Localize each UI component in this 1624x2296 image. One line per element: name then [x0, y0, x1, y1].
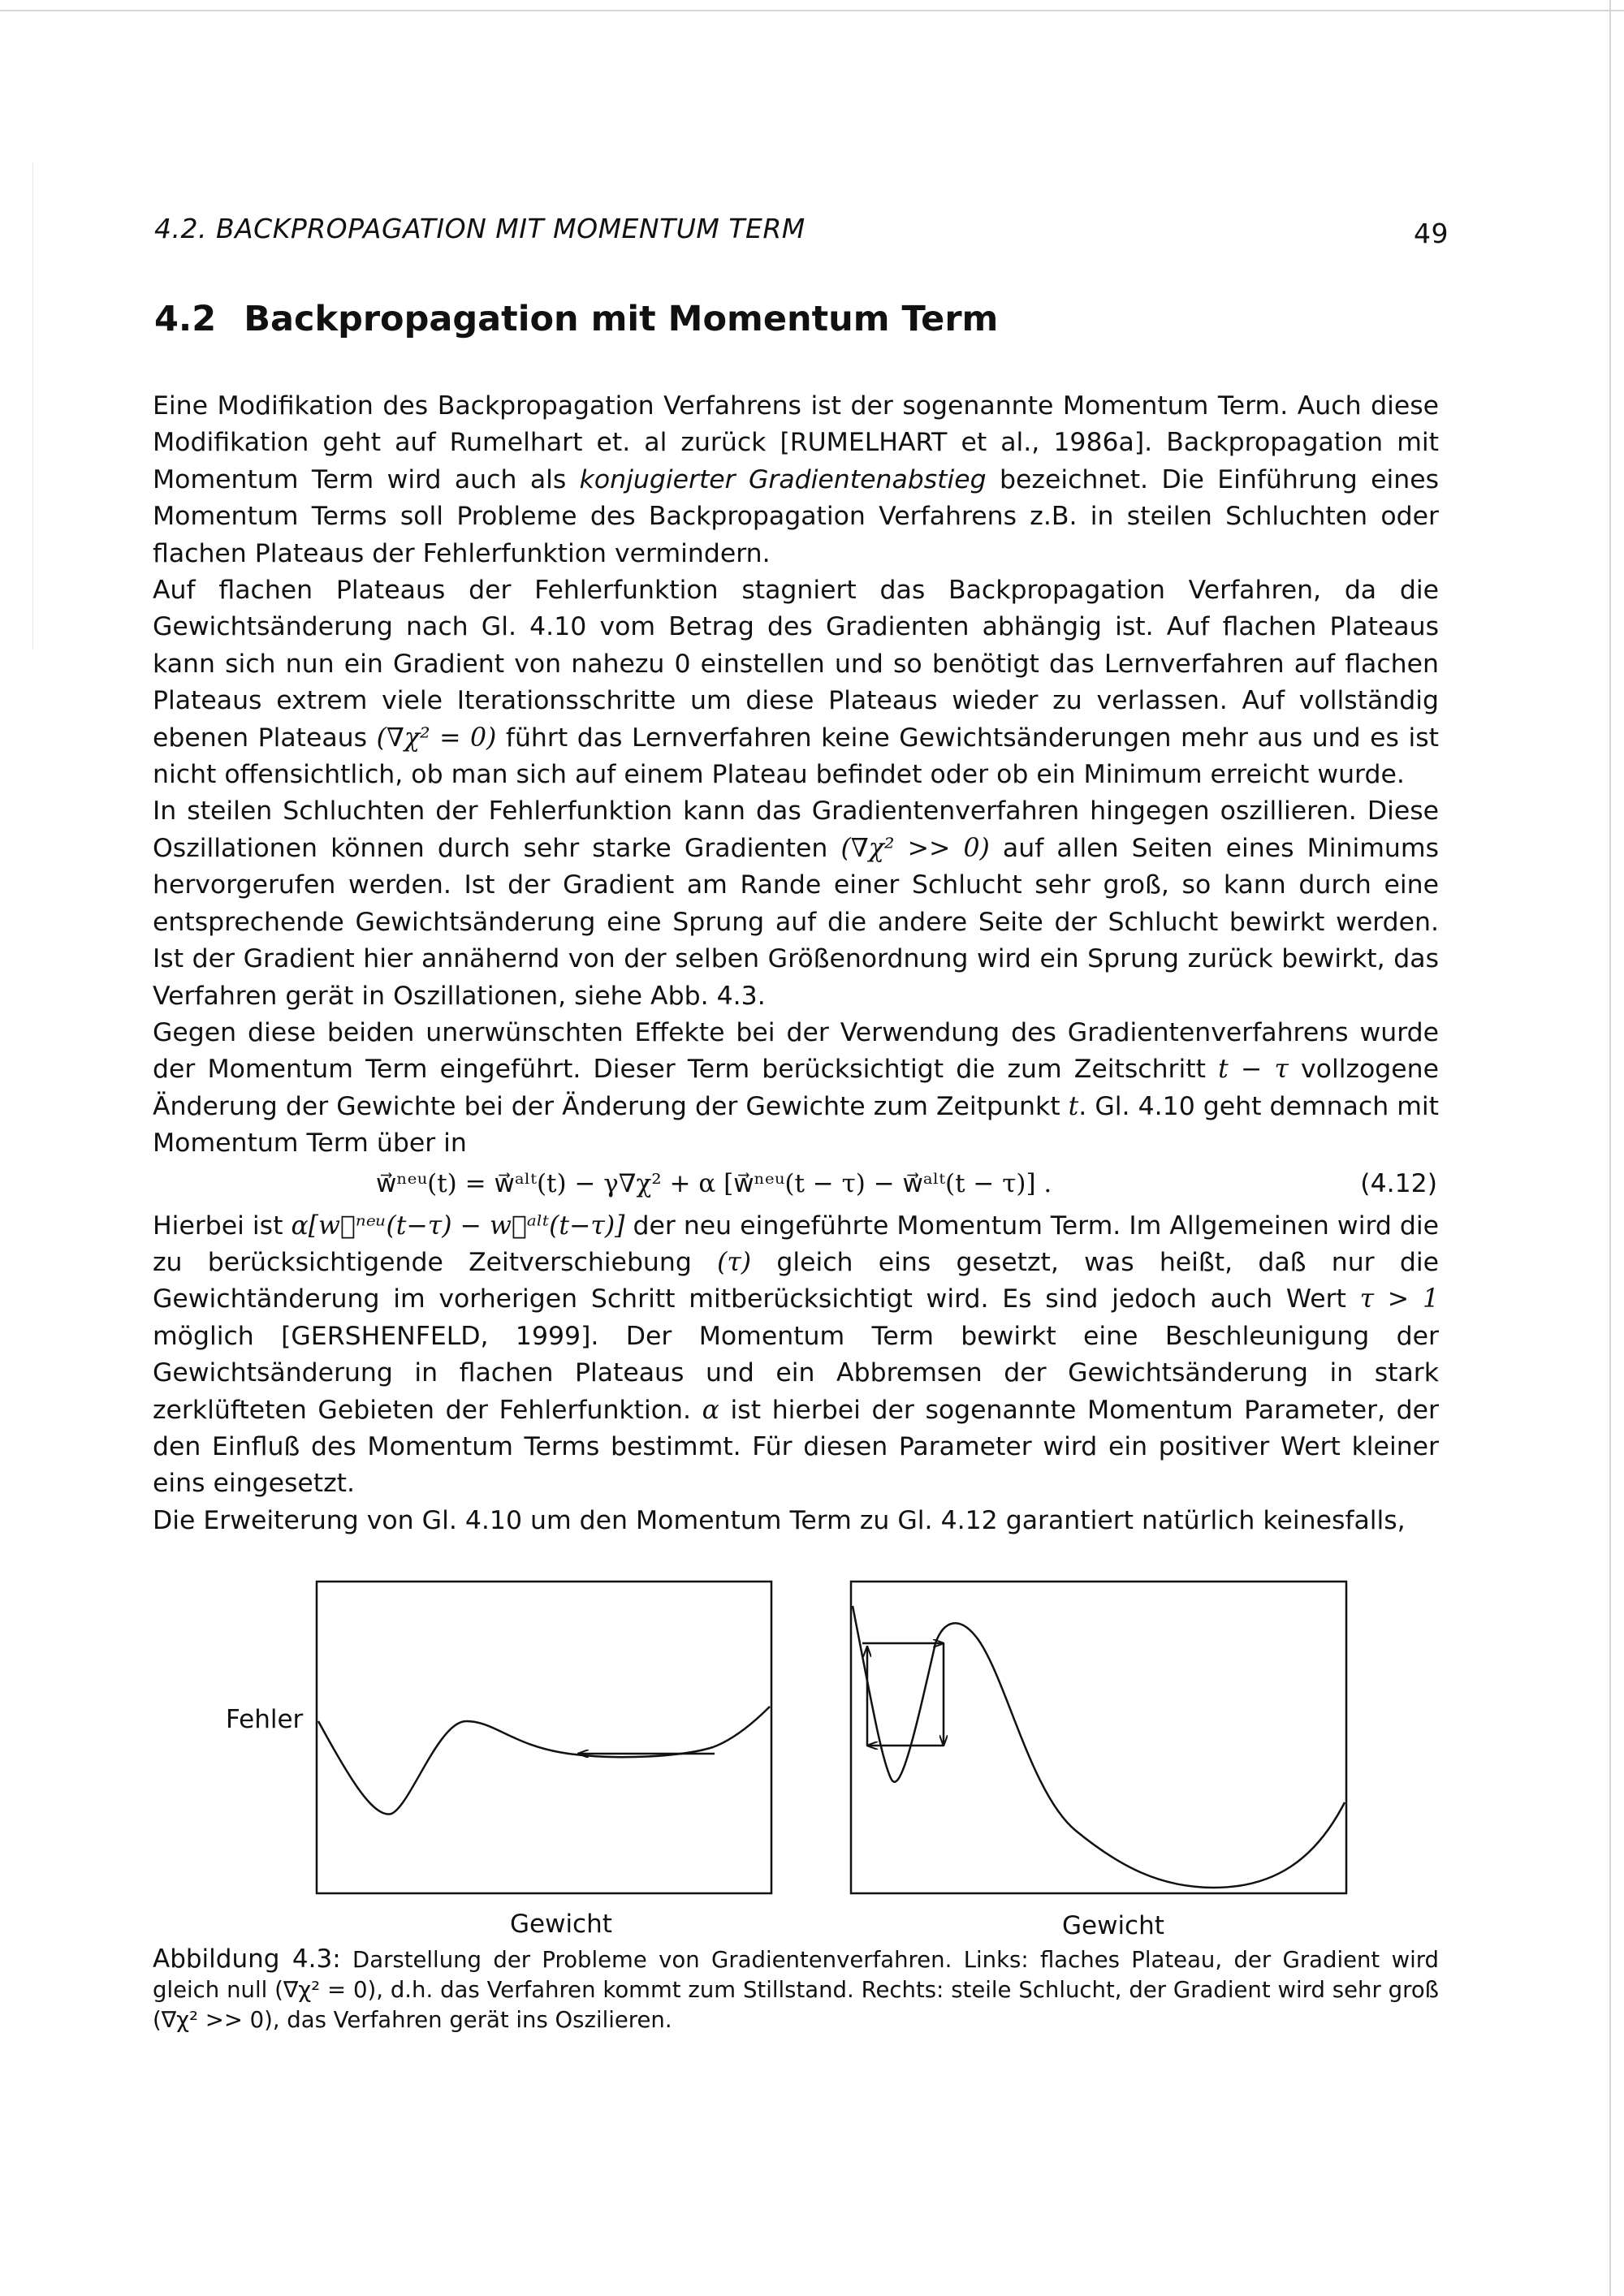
left-plot-frame [317, 1582, 771, 1893]
paragraph-1 [153, 388, 1439, 572]
p2-math: (∇χ² = 0) [376, 723, 497, 753]
p2-text-b: führt das Lernverfahren keine Gewichtsänderungen mehr aus und es ist nicht offensichtlich, ob man sich auf einem Plateau befindet oder ob ein Minimum erreicht wurde. [153, 723, 1439, 790]
p5-text-4: möglich [GERSHENFELD, 1999]. Der Momentum Term bewirkt eine Beschleunigung der Gewichtsänderung in flachen Plateaus und ein Abbremsen der Gewichtsänderung in stark zerklüfteten Gebieten der Fehlerfunktion. [153, 1321, 1439, 1425]
p1-emphasis: konjugierter Gradientenabstieg [579, 464, 987, 494]
paragraph-3 [153, 793, 1439, 1014]
caption-text: Darstellung der Probleme von Gradientenverfahren. Links: flaches Plateau, der Gradient wird gleich null (∇χ² = 0), d.h. das Verfahren kommt zum Stillstand. Rechts: steile Schlucht, der Gradient wird sehr groß (∇χ² >> 0), das Verfahren gerät ins Oszilieren. [153, 1947, 1439, 2033]
p3-math: (∇χ² >> 0) [840, 833, 990, 863]
section-number: 4.2 [154, 299, 217, 339]
paragraph-4 [153, 1015, 1439, 1163]
p2-text-a: Auf flachen Plateaus der Fehlerfunktion stagniert das Backpropagation Verfahren, da die Gewichtsänderung nach Gl. 4.10 vom Betrag des Gradienten abhängig ist. Auf flachen Plateaus kann sich nun ein Gradient von nahezu 0 einstellen und so benötigt das Lernverfahren auf flachen Plateaus extrem viele Iterationsschritte um diese Plateaus wieder zu verlassen. Auf vollständig ebenen Plateaus [153, 576, 1439, 753]
paragraph-6: Die Erweiterung von Gl. 4.10 um den Momentum Term zu Gl. 4.12 garantiert natürlich keinesfalls, [153, 1505, 1406, 1535]
running-header [154, 213, 1449, 249]
running-title: 4.2. BACKPROPAGATION MIT MOMENTUM TERM [154, 213, 806, 244]
y-axis-label: Fehler [226, 1705, 304, 1734]
p3-text-b: auf allen Seiten eines Minimums hervorgerufen werden. Ist der Gradient am Rande einer Schlucht sehr groß, so kann durch eine entsprechende Gewichtsänderung eine Sprung auf die andere Seite der Schlucht bewirkt werden. Ist der Gradient hier annähernd von der selben Größenordnung wird ein Sprung zurück bewirkt, das Verfahren gerät in Oszillationen, siehe Abb. 4.3. [153, 833, 1439, 1011]
caption-label: Abbildung 4.3: [153, 1944, 341, 1974]
paragraph-5 [153, 1208, 1439, 1503]
right-error-curve [853, 1606, 1345, 1888]
p5-math-1: α[w⃗ⁿᵉᵘ(t−τ) − w⃗ᵃˡᵗ(t−τ)] [291, 1211, 625, 1241]
p5-text-3: gleich eins gesetzt, was heißt, daß nur die Gewichtänderung im vorherigen Schritt mitberücksichtigt wird. Es sind jedoch auch Wert [153, 1247, 1439, 1314]
p4-text-2: vollzogene Änderung der Gewichte bei der Änderung der Gewichte zum Zeitpunkt [153, 1055, 1439, 1121]
scan-edge-left [32, 162, 33, 650]
p5-math-2: (τ) [717, 1247, 752, 1277]
paragraph-2 [153, 572, 1439, 793]
p5-text-5: ist hierbei der sogenannte Momentum Parameter, der den Einfluß des Momentum Terms bestimmt. Für diesen Parameter wird ein positiver Wert kleiner eins eingesetzt. [153, 1395, 1439, 1499]
p3-text-a: In steilen Schluchten der Fehlerfunktion kann das Gradientenverfahren hingegen oszillieren. Diese Oszillationen können durch sehr starke Gradienten [153, 796, 1439, 863]
p5-math-3: τ > 1 [1359, 1284, 1439, 1314]
p4-math-2: t [1068, 1091, 1079, 1121]
p5-text-1: Hierbei ist [153, 1211, 292, 1241]
p5-math-4: α [702, 1395, 719, 1425]
equation-4-12: w⃗ⁿᵉᵘ(t) = w⃗ᵃˡᵗ(t) − γ∇χ² + α [w⃗ⁿᵉᵘ(t − τ) − w⃗ᵃˡᵗ(t − τ)] . [376, 1168, 1052, 1198]
scan-edge-top [0, 10, 1624, 11]
section-heading [154, 299, 998, 339]
section-title: Backpropagation mit Momentum Term [244, 299, 999, 339]
p4-math-1: t − τ [1218, 1055, 1289, 1085]
equation-number: (4.12) [1360, 1168, 1437, 1198]
body-text [153, 388, 1439, 1539]
left-x-axis-label: Gewicht [510, 1910, 612, 1939]
equation-line [153, 1163, 1439, 1208]
figure-caption [153, 1944, 1439, 2035]
right-x-axis-label: Gewicht [1062, 1911, 1164, 1940]
p1-text-a: Eine Modifikation des Backpropagation Verfahrens ist der sogenannte Momentum Term. Auch diese Modifikation geht auf Rumelhart et. al zurück [RUMELHART et al., 1986a]. Backpropagation mit Momentum Term wird auch als [153, 391, 1439, 494]
p5-text-2: der neu eingeführte Momentum Term. Im Allgemeinen wird die zu berücksichtigende Zeitverschiebung [153, 1211, 1439, 1277]
p4-text-1: Gegen diese beiden unerwünschten Effekte bei der Verwendung des Gradientenverfahrens wurde der Momentum Term eingeführt. Dieser Term berücksichtigt die zum Zeitschritt [153, 1017, 1439, 1085]
left-error-curve [318, 1707, 770, 1814]
p1-text-b: bezeichnet. Die Einführung eines Momentum Terms soll Probleme des Backpropagation Verfahrens z.B. in steilen Schluchten oder flachen Plateaus der Fehlerfunktion vermindern. [153, 464, 1440, 568]
p4-text-3: . Gl. 4.10 geht demnach mit Momentum Term über in [153, 1091, 1440, 1159]
page-number: 49 [1414, 218, 1449, 249]
right-plot-frame [851, 1582, 1346, 1893]
